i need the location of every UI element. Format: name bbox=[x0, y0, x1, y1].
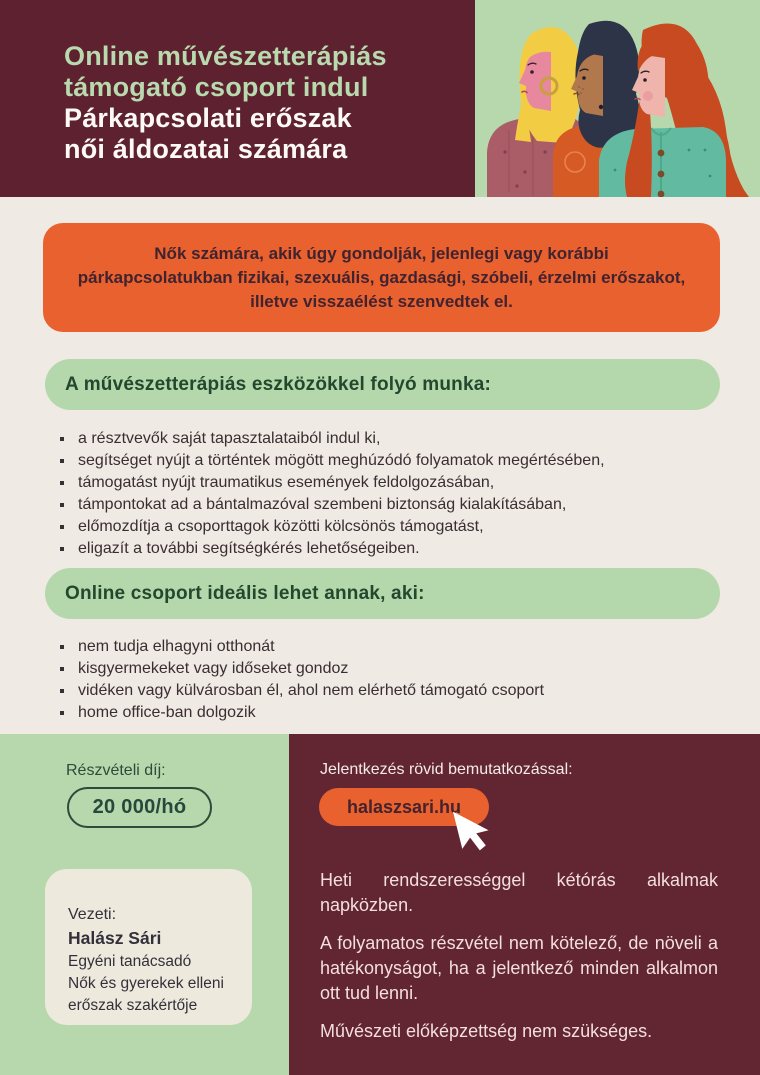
footer-paragraph: Művészeti előképzettség nem szükséges. bbox=[320, 1021, 653, 1041]
footer-paragraph: A folyamatos részvétel nem kötelező, de növeli a hatékonyságot, ha a jelentkező minden alkalmon ott tud lenni. bbox=[320, 933, 718, 1003]
footer-paragraph: Heti rendszerességgel kétórás alkalmak napközben. bbox=[320, 870, 718, 915]
leader-name: Halász Sári bbox=[68, 928, 162, 948]
fee-value: 20 000/hó bbox=[92, 796, 187, 818]
title-line-green: támogató csoport indul bbox=[64, 72, 369, 102]
work-list bbox=[59, 428, 719, 560]
intro-banner bbox=[43, 223, 720, 332]
three-women-svg bbox=[475, 0, 760, 197]
list-item: eligazít a további segítségkérés lehetőségeiben. bbox=[59, 538, 719, 560]
header bbox=[0, 0, 760, 197]
title-line-white: Párkapcsolati erőszak bbox=[64, 103, 352, 133]
list-item: home office-ban dolgozik bbox=[59, 702, 719, 724]
list-item: támpontokat ad a bántalmazóval szembeni biztonság kialakításában, bbox=[59, 494, 719, 516]
list-item: támogatást nyújt traumatikus események feldolgozásában, bbox=[59, 472, 719, 494]
website-link-label: halaszsari.hu bbox=[346, 796, 462, 817]
leader-label: Vezeti: bbox=[68, 906, 117, 923]
leader-role-line: Egyéni tanácsadó bbox=[68, 953, 192, 970]
footer-left-panel bbox=[0, 734, 289, 1075]
title-line-green: Online művészetterápiás bbox=[64, 41, 387, 71]
section-heading-ideal bbox=[45, 568, 720, 619]
leader-role-line: Nők és gyerekek elleni bbox=[68, 975, 224, 992]
list-item: előmozdítja a csoporttagok közötti kölcsönös támogatást, bbox=[59, 516, 719, 538]
list-item: vidéken vagy külvárosban él, ahol nem elérhető támogató csoport bbox=[59, 680, 719, 702]
list-item: segítséget nyújt a történtek mögött meghúzódó folyamatok megértésében, bbox=[59, 450, 719, 472]
fee-badge bbox=[67, 787, 212, 828]
section-heading-label: Online csoport ideális lehet annak, aki: bbox=[65, 582, 425, 604]
list-item: kisgyermekeket vagy időseket gondoz bbox=[59, 658, 719, 680]
ideal-list bbox=[59, 636, 719, 724]
title-line-white: női áldozatai számára bbox=[64, 134, 348, 164]
intro-text: Nők számára, akik úgy gondolják, jelenlegi vagy korábbi párkapcsolatukban fizikai, szexuális, gazdasági, szóbeli, érzelmi erőszakot, illetve visszaélést szenvedtek el. bbox=[77, 243, 686, 311]
page-title bbox=[64, 41, 387, 165]
footer-paragraphs bbox=[320, 868, 718, 1057]
footer-right-panel bbox=[289, 734, 760, 1075]
signup-label: Jelentkezés rövid bemutatkozással: bbox=[320, 761, 573, 778]
list-item: nem tudja elhagyni otthonát bbox=[59, 636, 719, 658]
section-heading-label: A művészetterápiás eszközökkel folyó munka: bbox=[65, 373, 492, 395]
leader-card bbox=[45, 869, 252, 1025]
three-women-illustration bbox=[475, 0, 760, 197]
list-item: a résztvevők saját tapasztalataiból indul ki, bbox=[59, 428, 719, 450]
section-heading-work bbox=[45, 359, 720, 410]
leader-role-line: erőszak szakértője bbox=[68, 997, 198, 1014]
cursor-arrow-icon bbox=[447, 810, 489, 860]
fee-label: Részvételi díj: bbox=[66, 762, 166, 779]
